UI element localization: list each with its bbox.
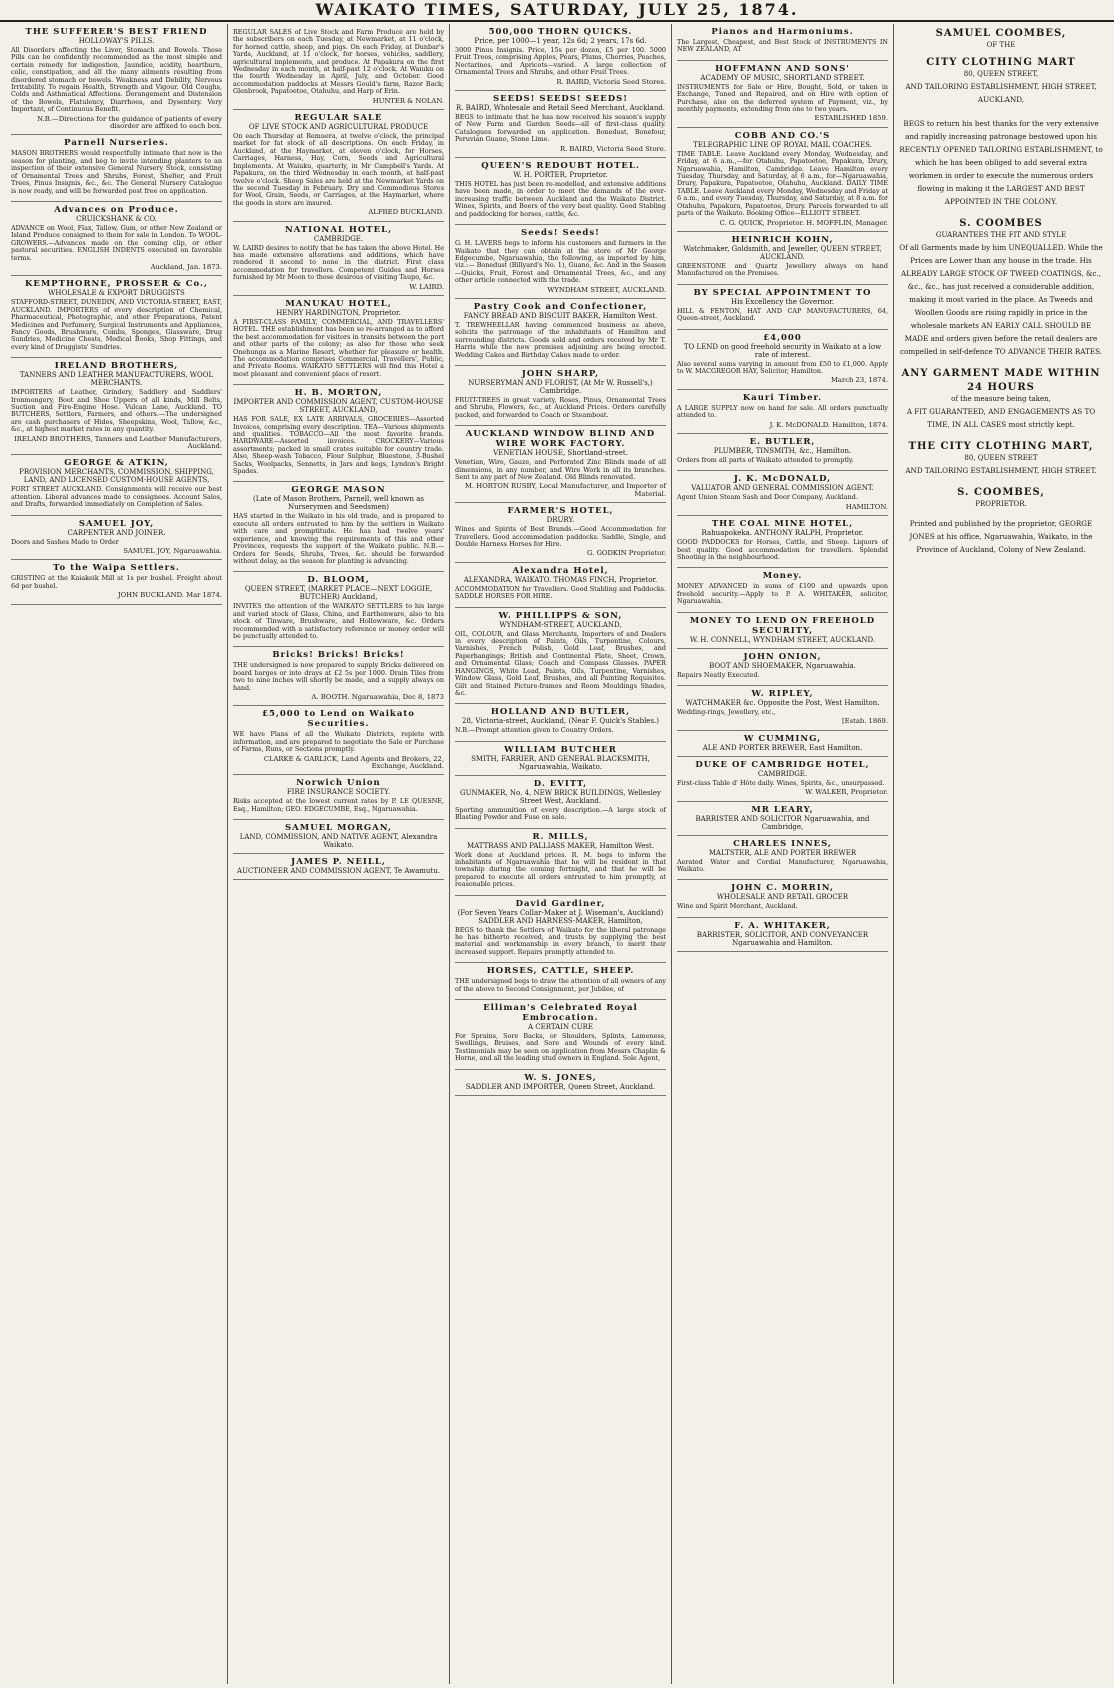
advertisement: [899, 112, 1103, 214]
advertisement: [455, 563, 666, 608]
ad-body: AND TAILORING ESTABLISHMENT, HIGH STREET.: [905, 466, 1097, 475]
advertisement: [455, 1000, 666, 1070]
ad-body: Of all Garments made by him UNEQUALLED. While the Prices are Lower than any house in the trade. His ALREADY LARGE STOCK OF TWEED COATINGS, &c., &c., &c., has just received a considerable addition, making it most varied in the place. As Tweeds and Woollen Goods are rising rapidly in price in the wholesale markets AN EARLY CALL SHOULD BE MADE and orders given before the retail dealers are compelled in self-defence TO ADVANCE THEIR RATES.: [899, 243, 1103, 356]
ad-sub: (For Seven Years Collar-Maker at J. Wiseman's, Auckland) SADDLER AND HARNESS-MAKER, Hamilton,: [457, 908, 664, 925]
ad-body: HAS started in the Waikato in his old trade, and is prepared to execute all orders entrusted to him by the settlers in Waikato with care and promptitude. He has had twelve years' experience, and knowing the requirements of this and other Provinces, requests the support of the Waikato public. N.B.—Orders for Seeds, Shrubs, Trees, &c. should be forwarded without delay, as the season for planting is advancing.: [233, 512, 444, 565]
ad-sig: R. BAIRD, Victoria Seed Store.: [559, 144, 666, 153]
advertisement: [455, 1070, 666, 1096]
ad-sub: CAMBRIDGE.: [757, 769, 808, 778]
ad-sub: DRURY.: [546, 516, 575, 525]
ad-title: CITY CLOTHING MART: [926, 57, 1076, 68]
advertisement: [677, 285, 888, 330]
advertisement: [233, 110, 444, 221]
ad-sub: NURSERYMAN AND FLORIST, (At Mr W. Russell's,) Cambridge.: [468, 378, 653, 395]
ad-sig: J. K. McDONALD. Hamilton, 1874.: [769, 420, 888, 429]
ad-body: T. TREWHEELLAR having commenced business as above, solicits the patronage of the inhabitants of Hamilton and surrounding districts. Goods sold and orders received by Mr T. Harris while the new premises adjoining are being erected. Wedding Cakes and Birthday Cakes made to order.: [455, 320, 666, 359]
ad-sig: IRELAND BROTHERS, Tanners and Leather Manufacturers, Auckland.: [14, 434, 222, 451]
advertisement: [233, 385, 444, 482]
ad-body: INSTRUMENTS for Sale or Hire, Bought, Sold, or taken in Exchange, Tuned and Repaired, and on Hire with option of Purchase, also on the deferred system of Payment, viz., by monthly payments, extending from one to two years.: [677, 82, 888, 114]
ad-body: For Sprains, Sore Backs, or Shoulders, Splints, Lameness, Swellings, Bruises, and Sore and Wounds of every kind. Testimonials may be seen on application from Messrs Chaplin & Horne, and all the leading stud owners in England. Sole Agent,: [455, 1032, 666, 1063]
advertisement: [455, 158, 666, 225]
ad-title: Money.: [762, 571, 803, 582]
advertisement: [899, 483, 1103, 512]
advertisement: [455, 742, 666, 776]
ad-sig: W. LAIRD.: [409, 282, 444, 291]
advertisement: [677, 649, 888, 686]
ad-body: First-class Table d' Hôte daily. Wines, Spirits, &c., unsurpassed.: [677, 778, 885, 787]
advertisement: [677, 836, 888, 881]
advertisement: [11, 276, 222, 358]
ad-body: Work done at Auckland prices. R. M. begs to inform the inhabitants of Ngaruawahia that he will be resident in that township during the coming fortnight, and that he will be prepared to execute all orders entrusted to him promptly, at reasonable prices.: [455, 850, 666, 889]
ad-title: IRELAND BROTHERS,: [54, 361, 179, 372]
ad-title: Seeds! Seeds!: [521, 228, 600, 239]
ad-sub: Rahuapokeka. ANTHONY RALPH, Proprietor.: [701, 529, 864, 538]
ad-title: AUCKLAND WINDOW BLIND AND WIRE WORK FACTORY.: [465, 429, 656, 450]
ad-title: D. BLOOM,: [307, 575, 370, 586]
ad-body: GOOD PADDOCKS for Horses, Cattle, and Sheep. Liquors of best quality. Good accommodation for travellers. Splendid Shooting in the neighbourhood.: [677, 538, 888, 561]
columns: [6, 24, 1108, 1684]
ad-sub: TO LEND on good freehold security in Waikato at a low rate of interest.: [683, 342, 882, 359]
ad-body: FRUIT-TREES in great variety, Roses, Pinus, Ornamental Trees and Shrubs, Flowers, &c., at Auckland Prices. Orders carefully packed, and forwarded to Coach or Steamboat.: [455, 395, 666, 419]
ad-body: A FIRST-CLASS FAMILY, COMMERCIAL, AND TRAVELLERS' HOTEL. THE establishment has been so re-arranged as to afford the best accommodation for visitors in transits between the port and other parts of the colony; as also for those who seek Onehunga as a Marine Resort, whether for pleasure or health. The accommodation comprises Commercial, Travellers', Public, and Private Rooms. WAIKATO SETTLERS will find this Hotel a most pleasant and convenient place of resort.: [233, 317, 444, 378]
advertisement: [899, 437, 1103, 483]
ad-sub: OF LIVE STOCK AND AGRICULTURAL PRODUCE: [248, 123, 429, 132]
ad-title: W CUMMING,: [743, 733, 822, 744]
column-5: [894, 24, 1108, 1684]
ad-title: S. COOMBES,: [957, 487, 1045, 498]
advertisement: [677, 61, 888, 128]
ad-sub: WHOLESALE AND RETAIL GROCER: [716, 893, 849, 902]
ad-title: £4,000: [763, 332, 802, 343]
ad-title: DUKE OF CAMBRIDGE HOTEL,: [695, 759, 870, 770]
ad-body: G. H. LAVERS begs to inform his customers and farmers in the Waikato that they can obtain at the store of Mr George Edgecumbe, Ngaruawahia, the following, as imported by him, viz.:— Bonedust (Billyard's No. 1), Guano, &c. And in the Season—Quicks, Fruit, Forest and Ornamental Trees, &c., and any other article connected with the trade.: [455, 239, 666, 285]
ad-sig: Auckland, Jan. 1873.: [150, 262, 222, 271]
ad-sub: A CERTAIN CURE: [528, 1023, 593, 1031]
ad-sub: FANCY BREAD AND BISCUIT BAKER, Hamilton West.: [463, 311, 658, 320]
advertisement: [677, 918, 888, 952]
ad-sub: BARRISTER, SOLICITOR, AND CONVEYANCER Ngaruawahia and Hamilton.: [696, 930, 869, 947]
ad-body: GRISTING at the Kaiakeik Mill at 1s per bushel. Freight about 6d per bushel.: [11, 574, 222, 590]
ad-sub: LAND, COMMISSION, AND NATIVE AGENT, Alexandra Waikato.: [239, 833, 438, 850]
ad-sig: HUNTER & NOLAN.: [372, 96, 444, 105]
advertisement: [455, 963, 666, 1000]
ad-title: MONEY TO LEND ON FREEHOLD SECURITY,: [689, 615, 876, 636]
ad-sub: of the measure being taken,: [951, 395, 1051, 403]
ad-body: ACCOMMODATION for Travellers. Good Stabling and Paddocks. SADDLE HORSES FOR HIRE.: [455, 584, 666, 601]
ad-body: INVITES the attention of the WAIKATO SETTLERS to his large and varied stock of Glass, China, and Earthenware, also to his stock of Tinware, Brushware, and Hollowware, &c. Orders recommended with a satisfactory reference or money order will be punctually attended to.: [233, 602, 444, 640]
advertisement: [233, 854, 444, 880]
advertisement: [899, 24, 1103, 53]
ad-title: D. EVITT,: [533, 778, 588, 789]
ad-title: MR LEARY,: [751, 804, 814, 815]
ad-body: REGULAR SALES of Live Stock and Farm Produce are held by the subscribers on each Tuesday, at Newmarket, at 11 o'clock, for horned cattle, sheep, and pigs. On each Friday, at Dunbar's Yards, Auckland, at 11 o'clock, for horses, vehicles, saddlery, agricultural implements, and produce. At Papakura on the first Wednesday in each month, at half-past 12 o'clock. At Waiuku on the fourth Wednesday in April, July, and October. Good accommodation paddocks at Messrs Gould's farm, Razor Back; Glenbrook, Papatoetoe, Otahuhu, and Harp of Erin.: [233, 28, 444, 96]
ad-title: HOFFMANN AND SONS': [715, 63, 850, 74]
ad-sub: VENETIAN HOUSE, Shortland-street.: [493, 449, 628, 458]
ad-body: ADVANCE on Wool, Flax, Tallow, Gum, or other New Zealand or Island Produce consigned to them for sale in London. To WOOL-GROWERS.—Advances made on the coming clip, or other pastoral securities. ENGLISH INDENTS executed on favorable terms.: [11, 223, 222, 262]
ad-title: S. COOMBES: [959, 218, 1043, 229]
ad-title: JAMES P. NEILL,: [291, 857, 386, 868]
ad-title: W. RIPLEY,: [751, 689, 814, 700]
ad-title: GEORGE & ATKIN,: [64, 458, 169, 469]
ad-body: Agent Union Steam Sash and Door Company, Auckland.: [677, 493, 858, 502]
ad-title: COBB AND CO.'S: [734, 130, 831, 141]
advertisement: [677, 568, 888, 612]
ad-sub: PLUMBER, TINSMITH, &c., Hamilton.: [713, 446, 852, 455]
advertisement: [677, 232, 888, 285]
column-3: [450, 24, 672, 1684]
ad-title: MANUKAU HOTEL,: [285, 298, 392, 309]
ad-sig: CLARKE & GARLICK, Land Agents and Brokers, 22, Exchange, Auckland.: [263, 754, 444, 770]
ad-body: Also several sums varying in amount from £50 to £1,000. Apply to W. MACGREGOR HAY, Solicitor, Hamilton.: [677, 359, 888, 375]
ad-title: REGULAR SALE: [294, 113, 383, 124]
ad-body: All Disorders affecting the Liver, Stomach and Bowels. These Pills can be confidently recommended as the most simple and certain remedy for indigestion, Jaundice, acidity, heartburn, colic, constipation, and all the many ailments resulting from disordered stomach or bowels. Weakness and Debility, Nervous Irritability. To regain Health, Strength and Vigour. Old Coughs, Colds and Asthmatical Affections. Derangement and Distension of the Bowels, Flatulency, Diarrhoea, and Dysentery. Very Important, of Continuous Benefit.: [11, 46, 222, 114]
advertisement: [455, 24, 666, 91]
ad-title: NATIONAL HOTEL,: [284, 224, 393, 235]
ad-body: THIS HOTEL has just been re-modelled, and extensive additions have been made, in order to meet the demands of the ever-increasing traffic between Auckland and the Waikato District. Wines, Spirits, and Beers of the very best quality. Good Stabling and paddocking for horses, cattle, &c.: [455, 180, 666, 218]
ad-sig: March 23, 1874.: [830, 376, 888, 385]
ad-title: Bricks! Bricks! Bricks!: [272, 650, 405, 661]
ad-sub: Watchmaker, Goldsmith, and Jeweller, QUEEN STREET, AUCKLAND.: [683, 244, 882, 261]
ad-body: Wedding-rings, Jewellery, etc.,: [677, 708, 776, 717]
ad-sub: MALTSTER, ALE AND PORTER BREWER: [708, 848, 857, 857]
ad-title: Advances on Produce.: [54, 204, 179, 215]
ad-body: FORT STREET AUCKLAND. Consignments will receive our best attention. Liberal advances made to consignees. Account Sales, and Drafts, forwarded immediately on Completion of Sales.: [11, 485, 222, 509]
advertisement: [455, 366, 666, 426]
ad-body: N.B.—Prompt attention given to Country Orders.: [455, 726, 614, 735]
ad-sub: GUNMAKER, No. 4, NEW BRICK BUILDINGS, Wellesley Street West, Auckland.: [460, 788, 661, 805]
ad-sub: VALUATOR AND GENERAL COMMISSION AGENT.: [691, 484, 874, 493]
ad-title: THE SUFFERER'S BEST FRIEND: [25, 27, 208, 37]
ad-title: Elliman's Celebrated Royal Embrocation.: [483, 1003, 638, 1023]
advertisement: [677, 802, 888, 836]
ad-title: H. B. MORTON,: [294, 388, 383, 399]
ad-title: QUEEN'S REDOUBT HOTEL.: [481, 161, 640, 172]
ad-sub: SADDLER AND IMPORTER, Queen Street, Auckland.: [465, 1082, 656, 1091]
ad-sig: ESTABLISHED 1859.: [814, 114, 888, 123]
advertisement: [677, 757, 888, 802]
ad-title: J. K. McDONALD,: [733, 474, 832, 485]
ad-sub: 80, QUEEN STREET,: [963, 70, 1039, 78]
advertisement: [455, 426, 666, 503]
ad-sub: FIRE INSURANCE SOCIETY.: [286, 788, 391, 797]
ad-body: GREENSTONE and Quartz Jewellery always on hand Manufactured on the Premises.: [677, 261, 888, 278]
advertisement: [899, 512, 1103, 562]
advertisement: [899, 53, 1103, 112]
ad-sig: WYNDHAM STREET, AUCKLAND.: [547, 285, 666, 294]
advertisement: [11, 455, 222, 515]
ad-title: Norwich Union: [296, 778, 381, 789]
ad-title: David Gardiner,: [515, 898, 606, 909]
ad-body: WE have Plans of all the Waikato Districts, replete with information, and are prepared to negotiate the Sale or Purchase of Farms, Runs, or Sections promptly.: [233, 730, 444, 754]
ad-title: GEORGE MASON: [291, 485, 386, 496]
ad-title: CHARLES INNES,: [733, 838, 832, 849]
ad-title: Kauri Timber.: [742, 392, 823, 403]
advertisement: [455, 91, 666, 158]
advertisement: [455, 704, 666, 741]
ad-title: WILLIAM BUTCHER: [504, 744, 617, 755]
ad-sub: GUARANTEES THE FIT AND STYLE: [935, 231, 1067, 239]
advertisement: [11, 202, 222, 276]
ad-sub: (Late of Mason Brothers, Parnell, well known as Nurserymen and Seedsmen): [253, 495, 424, 512]
column-4: [672, 24, 894, 1684]
advertisement: [455, 776, 666, 829]
advertisement: [455, 225, 666, 299]
advertisement: [677, 24, 888, 61]
ad-title: SAMUEL COOMBES,: [935, 28, 1067, 39]
ad-sub: 80, QUEEN STREET: [964, 454, 1038, 462]
ad-body: Doors and Sashes Made to Order: [11, 537, 119, 546]
advertisement: [677, 613, 888, 649]
ad-body: THE undersigned is now prepared to supply Bricks delivered on board barges or into drays at £2 5s per 1000. Drain Tiles from two to nine inches will shortly be made, and a supply always on hand.: [233, 661, 444, 692]
ad-body: Orders from all parts of Waikato attended to promptly.: [677, 455, 854, 464]
ad-sub: QUEEN STREET, (MARKET PLACE—NEXT LOGGIE, BUTCHER) Auckland,: [244, 585, 433, 602]
ad-body: Wine and Spirit Merchant, Auckland.: [677, 902, 798, 911]
ad-title: THE CITY CLOTHING MART,: [908, 441, 1094, 452]
ad-body: HILL & FENTON, HAT AND CAP MANUFACTURERS, 64, Queen-street, Auckland.: [677, 306, 888, 323]
ad-title: THE COAL MINE HOTEL,: [711, 519, 854, 530]
ad-title: W. S. JONES,: [524, 1072, 597, 1083]
ad-sig: ALFRED BUCKLAND.: [368, 208, 444, 217]
advertisement: [11, 560, 222, 604]
ad-body: MONEY ADVANCED in sums of £100 and upwards upon freehold security.—Apply to P. A. WHITAKER, solicitor, Ngaruawahia.: [677, 582, 888, 606]
advertisement: [455, 896, 666, 964]
advertisement: [11, 516, 222, 561]
ad-body: A FIT GUARANTEED, AND ENGAGEMENTS AS TO TIME, IN ALL CASES most strictly kept.: [906, 407, 1096, 429]
advertisement: [455, 608, 666, 705]
ad-sub: CARPENTER AND JOINER.: [67, 528, 166, 537]
ad-body: HAS FOR SALE, EX LATE ARRIVALS, GROCERIES—Assorted Invoices, comprising every description. TEA—Various shipments and qualities. TOBACCO—All the most favorite brands. HARDWARE—Assorted invoices. CROCKERY—Various assortments; packed in small crates suitable for country trade. Also, Sheep-wash Tobacco, Flour Sulphur, Bluestone, 3-Bushel Sacks, Woolpacks, Sennetts, in Jars and kegs, Lyndon's Bright Spades.: [233, 415, 444, 476]
ad-sig: JOHN BUCKLAND. Mar 1874.: [117, 591, 222, 600]
ad-body: STAFFORD-STREET, DUNEDIN, AND VICTORIA-STREET, EAST, AUCKLAND. IMPORTERS of every description of Chemical, Pharmaceutical, Photographic, and other Preparations, Patent Medicines and Perfumery, Surgical Instruments and Appliances, Fancy Goods, Brushware, Combs, Sponges, Glassware, Drug Sundries, Medicine Chests, Medical Books, Shop Fittings, and every kind of Druggists' Sundries.: [11, 298, 222, 351]
ad-body: W. LAIRD desires to notify that he has taken the above Hotel. He has made extensive alterations and additions, which have rendered it second to none in the district. First class accommodation for travellers. Competent Guides and Horses furnished by Mr Moon to those desirous of visiting Taupo, &c.: [233, 243, 444, 282]
ad-title: £5,000 to Lend on Waikato Securities.: [262, 709, 415, 730]
ad-title: W. PHILLIPPS & SON,: [498, 610, 623, 621]
ad-title: BY SPECIAL APPOINTMENT TO: [693, 287, 872, 298]
ad-sig: SAMUEL JOY, Ngaruawahia.: [123, 547, 222, 556]
ad-body: The Largest, Cheapest, and Best Stock of INSTRUMENTS IN NEW ZEALAND, AT: [677, 38, 888, 54]
ad-sub: CRUICKSHANK & CO.: [76, 214, 157, 223]
ad-sub: WATCHMAKER &c. Opposite the Post, West Hamilton.: [685, 699, 880, 708]
ad-title: HOLLAND AND BUTLER,: [490, 707, 631, 718]
ad-sub: 28, Victoria-street, Auckland, (Near F. Quick's Stables.): [461, 717, 660, 726]
ad-sub: ALEXANDRA, WAIKATO. THOMAS FINCH, Proprietor.: [463, 575, 658, 584]
advertisement: [455, 829, 666, 896]
ad-sub: CAMBRIDGE.: [313, 234, 364, 243]
advertisement: [677, 731, 888, 757]
ad-title: SAMUEL JOY,: [78, 518, 155, 529]
ad-title: 500,000 THORN QUICKS.: [488, 27, 633, 37]
advertisement: [233, 706, 444, 775]
ad-sub: ACADEMY OF MUSIC, SHORTLAND STREET.: [700, 73, 865, 82]
ad-sub: SMITH, FARRIER, AND GENERAL BLACKSMITH, Ngaruawahia, Waikato.: [471, 754, 650, 771]
ad-sub: IMPORTER AND COMMISSION AGENT, CUSTOM-HOUSE STREET, AUCKLAND,: [233, 398, 444, 415]
ad-sub: BARRISTER AND SOLICITOR Ngaruawahia, and Cambridge,: [695, 814, 870, 831]
ad-body: Venetian, Wire, Gauze, and Perforated Zinc Blinds made of all dimensions, in any number, and Wire Work in all its branches. Sent to any part of New Zealand. Old Blinds renovated.: [455, 458, 666, 481]
ad-sub: HENRY HARDINGTON, Proprietor.: [276, 308, 401, 317]
ad-body: BEGS to intimate that he has now received his season's supply of New Farm and Garden Seeds—all of first-class quality. Catalogues forwarded on application. Bonedust, Bonefour, Peruvian Guano, Stone Lime.: [455, 113, 666, 144]
ad-sig: N.B.—Directions for the guidance of patients of every disorder are affixed to each box.: [37, 114, 222, 131]
ad-sub: TELEGRAPHIC LINE OF ROYAL MAIL COACHES.: [693, 140, 872, 149]
advertisement: [677, 330, 888, 390]
ad-title: ANY GARMENT MADE WITHIN 24 HOURS: [901, 368, 1101, 393]
advertisement: [11, 135, 222, 201]
ad-title: HORSES, CATTLE, SHEEP.: [486, 966, 635, 977]
masthead: WAIKATO TIMES, SATURDAY, JULY 25, 1874.: [0, 0, 1114, 22]
advertisement: [455, 299, 666, 366]
ad-title: KEMPTHORNE, PROSSER & Co.,: [25, 279, 208, 290]
ad-body: Wines and Spirits of Best Brands.—Good Accommodation for Travellers. Good accommodation paddocks. Saddle, Single, and Double Harness Horses for Hire.: [455, 525, 666, 549]
ad-title: Parnell Nurseries.: [64, 138, 169, 149]
ad-sub: TANNERS AND LEATHER MANUFACTURERS, WOOL MERCHANTS.: [19, 371, 214, 388]
advertisement: [233, 647, 444, 706]
ad-body: 3000 Pinus Insignis. Price, 15s per dozen, £5 per 100. 5000 Fruit Trees, comprising Apples, Pears, Plums, Cherries, Peaches, Nectarines, and Apricots—varied. A large collection of Ornamental Trees and Shrubs, and other Fruit Trees.: [455, 46, 666, 77]
advertisement: [233, 775, 444, 820]
ad-sub: WYNDHAM-STREET, AUCKLAND,: [499, 620, 622, 629]
ad-body: MASON BROTHERS would respectfully intimate that now is the season for planting, and beg to invite intending planters to an inspection of their extensive General Nursery Stock, consisting of Ornamental Trees and Shrubs, Forest, Shelter, and Fruit Trees, Pinus Insignis, &c., &c. The General Nursery Catalogue is now ready, and will be forwarded post free on application.: [11, 149, 222, 195]
advertisement: [677, 471, 888, 516]
ad-sub: WHOLESALE & EXPORT DRUGGISTS: [48, 289, 185, 298]
ad-title: Pianos and Harmoniums.: [711, 27, 854, 37]
ad-title: To the Waipa Settlers.: [53, 563, 180, 574]
ad-sig: C. G. QUICK, Proprietor. H. MOFFLIN, Manager.: [719, 218, 888, 227]
advertisement: [233, 572, 444, 647]
ad-body: BEGS to thank the Settlers of Waikato for the liberal patronage he has hitherto received, and trusts by supplying the best material and workmanship in every branch, to merit their increased support. Repairs promptly attended to.: [455, 925, 666, 956]
column-1: [6, 24, 228, 1684]
advertisement: [677, 516, 888, 568]
ad-sig: W. WALKER, Proprietor.: [805, 788, 888, 797]
ad-sig: G. GODKIN Proprietor.: [586, 549, 666, 558]
advertisement: [233, 296, 444, 385]
ad-sub: BOOT AND SHOEMAKER, Ngaruawahia.: [709, 661, 856, 670]
ad-sub: HOLLOWAY'S PILLS.: [78, 37, 155, 45]
ad-body: IMPORTERS of Leather, Grindery, Saddlery and Saddlers' Ironmongery, Boot and Shoe Uppers of all kinds, Mill Belts, Suction and Fire-Engine Hose. Vulcan Lane, Auckland. TO BUTCHERS, Settlers, Farmers, and others.—The undersigned are cash purchasers of Hides, Sheepskins, Wool, Tallow, &c., &c., at highest market rates in any quantity.: [11, 388, 222, 434]
ad-body: TIME TABLE. Leave Auckland every Monday, Wednesday, and Friday, at 6 a.m.,—for Otahuhu, Papatoetoe, Papakura, Drury, Ngaruawahia, Hamilton, Cambridge. Leave Hamilton every Tuesday, Thursday, and Saturday, at 6 a.m., for—Ngaruawahia, Drury, Papakura, Papatoetoe, Otahuhu, Auckland. DAILY TIME TABLE. Leave Auckland every Monday, Wednesday and Friday at 6 a.m., and every Tuesday, Thursday, and Saturday, at 8 a.m. for Otahuhu, Papakura, Papatoetoe, Drury. Parcels forwarded to all parts of the Waikato. Booking Office—ELLIOTT STREET.: [677, 149, 888, 218]
ad-title: R. MILLS,: [532, 831, 589, 842]
ad-body: Aerated Water and Cordial Manufacturer, Ngaruawahia, Waikato.: [677, 857, 888, 874]
ad-title: Alexandra Hotel,: [512, 565, 609, 576]
ad-title: SEEDS! SEEDS! SEEDS!: [493, 94, 628, 105]
ad-body: A LARGE SUPPLY now on hand for sale. All orders punctually attended to.: [677, 403, 888, 420]
ad-sig: R. BAIRD, Victoria Seed Stores.: [556, 77, 666, 86]
ad-sub: AUCTIONEER AND COMMISSION AGENT, Te Awamutu.: [237, 867, 440, 876]
ad-sub: PROPRIETOR.: [975, 500, 1027, 508]
advertisement: [899, 364, 1103, 437]
ad-sig: A. BOOTH. Ngaruawahia, Dec 8, 1873: [311, 692, 444, 701]
ad-sub: R. BAIRD, Wholesale and Retail Seed Merchant, Auckland.: [455, 104, 666, 113]
ad-title: JOHN ONION,: [743, 651, 822, 662]
advertisement: [11, 24, 222, 135]
ad-sub: Price, per 1000—1 year, 12s 6d; 2 years, 17s 6d.: [474, 37, 647, 45]
ad-title: Pastry Cook and Confectioner,: [473, 301, 648, 312]
ad-body: Sporting ammunition of every description.—A large stock of Blasting Powder and Fuse on sale.: [455, 805, 666, 822]
ad-title: SAMUEL MORGAN,: [285, 823, 392, 834]
ad-sub: His Excellency the Governor.: [731, 297, 834, 306]
advertisement: [677, 434, 888, 471]
advertisement: [233, 24, 444, 110]
advertisement: [233, 482, 444, 572]
advertisement: [677, 128, 888, 232]
ad-title: F. A. WHITAKER,: [734, 920, 831, 931]
ad-body: AND TAILORING ESTABLISHMENT, HIGH STREET, AUCKLAND,: [905, 82, 1097, 104]
advertisement: [677, 686, 888, 731]
ad-sub: W. H. PORTER, Proprietor.: [513, 171, 608, 180]
advertisement: [11, 358, 222, 455]
advertisement: [455, 503, 666, 563]
ad-sub: MATTRASS AND PALLIASS MAKER, Hamilton West.: [466, 841, 655, 850]
ad-body: Repairs Neatly Executed.: [677, 670, 760, 679]
ad-sub: W. H. CONNELL, WYNDHAM STREET, AUCKLAND.: [689, 635, 876, 644]
advertisement: [233, 222, 444, 296]
advertisement: [899, 214, 1103, 364]
advertisement: [677, 390, 888, 434]
ad-title: JOHN C. MORRIN,: [731, 883, 834, 894]
ad-body: THE undersigned begs to draw the attention of all owners of any of the above to Second Consignment, per Jubilee, of: [455, 977, 666, 993]
ad-body: OIL, COLOUR, and Glass Merchants, Importers of and Dealers in every description of Paints, Oils, Turpentine, Colours, Varnishes, French Polish, Gold Leaf, Brushes, and Paperhangings; British and Continental Plate, Sheet, Crown, and Ornamental Glass; Coach and Compass Glasses. PAPER HANGINGS, White Lead, Paints, Oils, Turpentine, Varnishes, Window Glass, Gold Leaf, Brushes, and all Painting Requisites. Gilt and Stained Picture-frames and Room Mouldings Shades, &c.: [455, 629, 666, 697]
ad-body: Risks accepted at the lowest current rates by P. LE QUESNE, Esq., Hamilton; GEO. EDGECUMBE, Esq., Ngaruawahia.: [233, 797, 444, 813]
ad-title: FARMER'S HOTEL,: [507, 506, 614, 517]
ad-sig: [Estab. 1869.: [841, 717, 888, 726]
advertisement: [233, 820, 444, 854]
ad-sub: OF THE: [986, 41, 1016, 49]
ad-body: Printed and published by the proprietor, GEORGE JONES at his office, Ngaruawahia, Waikato, in the Province of Auckland, Colony of New Zealand.: [909, 519, 1093, 554]
ad-title: JOHN SHARP,: [521, 368, 600, 379]
ad-sub: ALE AND PORTER BREWER, East Hamilton.: [702, 743, 863, 752]
ad-sub: PROVISION MERCHANTS, COMMISSION, SHIPPING, LAND, AND LICENSED CUSTOM-HOUSE AGENTS,: [19, 468, 214, 485]
ad-sig: M. HORTON RUSBY, Local Manufacturer, and Importer of Material.: [465, 482, 666, 498]
ad-title: E. BUTLER,: [749, 436, 816, 447]
ad-sig: HAMILTON.: [845, 502, 888, 511]
ad-body: On each Thursday at Remuera, at twelve o'clock, the principal market for fat stock of all descriptions. On each Friday, in Auckland, at the Haymarket, at eleven o'clock, for Horses, Carriages, Harness, Hay, Corn, Seeds and Agricultural Implements. At Waiuku, quarterly, in Mr Campbell's Yards. At Papakura, on the third Wednesday in each month, at half-past twelve o'clock. Sheep Sales are held at the Newmarket Yards on the second Tuesday in February. Dry and Commodious Stores for Wool, Grain, Seeds, or Carriages, at the Haymarket, where the goods in store are insured.: [233, 132, 444, 207]
ad-title: HEINRICH KOHN,: [731, 234, 834, 245]
ad-body: BEGS to return his best thanks for the very extensive and rapidly increasing patronage bestowed upon his RECENTLY OPENED TAILORING ESTABLISHMENT, to which he has been obliged to add several extra workmen in order to execute the numerous orders flowing in making it the LARGEST AND BEST APPOINTED IN THE COLONY.: [899, 119, 1103, 206]
advertisement: [677, 880, 888, 917]
column-2: [228, 24, 450, 1684]
